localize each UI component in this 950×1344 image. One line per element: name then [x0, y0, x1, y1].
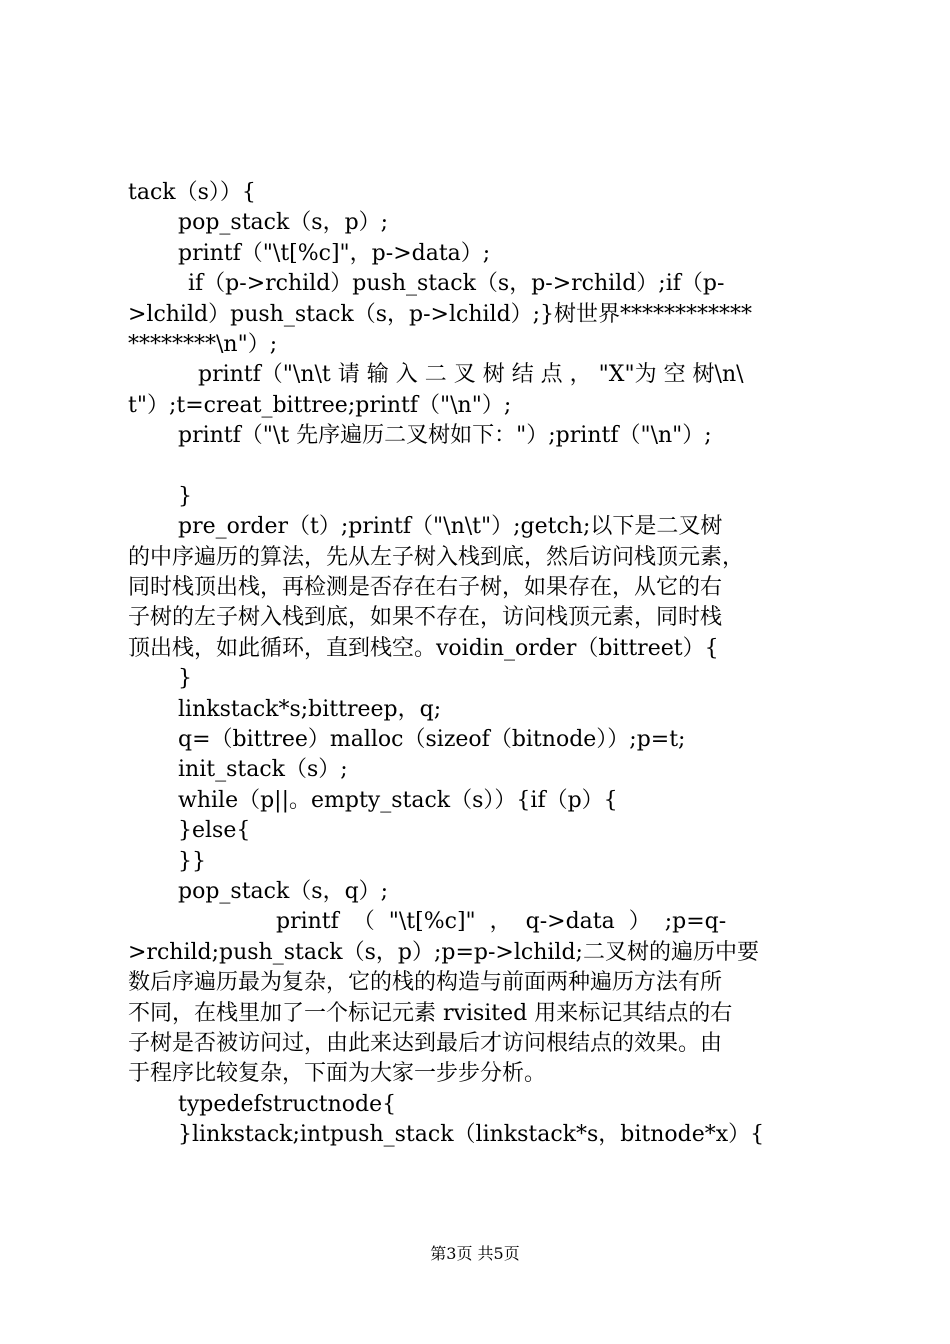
paragraph-line: 不同，在栈里加了一个标记元素 rvisited 用来标记其结点的右: [128, 1000, 733, 1026]
code-line: if（p->rchild）push_stack（s，p->rchild）;if（p-: [188, 271, 725, 297]
paragraph-line: 于程序比较复杂，下面为大家一步步分析。: [128, 1061, 547, 1087]
code-line: tack（s））{: [128, 180, 256, 205]
code-line: printf（"\t 先序遍历二叉树如下："）;printf（"\n"）;: [178, 423, 712, 449]
code-line: }linkstack;intpush_stack（linkstack*s，bitnode*x）{: [178, 1122, 765, 1148]
code-line: linkstack*s;bittreep，q;: [178, 696, 442, 722]
code-line: printf（"\t[%c]"，p->data）;: [178, 240, 491, 266]
code-line: }: [178, 483, 192, 509]
code-line: pre_order（t）;printf（"\n\t"）;getch;以下是二叉树: [178, 514, 723, 540]
paragraph-line: 数后序遍历最为复杂，它的栈的构造与前面两种遍历方法有所: [128, 970, 723, 996]
paragraph-line: 同时栈顶出栈，再检测是否存在右子树，如果存在，从它的右: [128, 575, 723, 601]
paragraph-line: 顶出栈，如此循环，直到栈空。voidin_order（bittreet）{: [128, 635, 719, 661]
code-line: >lchild）push_stack（s，p->lchild）;}树世界************: [128, 301, 753, 327]
code-line: }}: [178, 848, 206, 874]
document-body: [128, 178, 832, 1151]
code-line: pop_stack（s，q）;: [178, 878, 389, 904]
code-line: pop_stack（s，p）;: [178, 210, 389, 236]
paragraph-line: 子树的左子树入栈到底，如果不存在，访问栈顶元素，同时栈: [128, 605, 723, 631]
page-label: 第3页 共5页: [430, 1244, 520, 1263]
code-line: printf（"\n\t 请 输 入 二 叉 树 结 点 ， "X"为 空 树\n\: [198, 362, 744, 388]
paragraph-line: 子树是否被访问过，由此来达到最后才访问根结点的效果。由: [128, 1030, 723, 1056]
code-line: typedefstructnode{: [178, 1091, 397, 1117]
paragraph-line: >rchild;push_stack（s，p）;p=p->lchild;二叉树的遍历中要: [128, 939, 759, 965]
code-line: printf （ "\t[%c]" ， q->data ） ;p=q-: [276, 909, 727, 935]
code-line: }else{: [178, 818, 251, 844]
page-number-footer: [0, 1244, 950, 1264]
blank-line: [128, 452, 832, 482]
code-line: q=（bittree）malloc（sizeof（bitnode））;p=t;: [178, 727, 686, 753]
paragraph-line: 的中序遍历的算法，先从左子树入栈到底，然后访问栈顶元素，: [128, 544, 745, 570]
code-line: }: [178, 666, 192, 692]
code-line: ********\n"）;: [128, 331, 278, 357]
code-line: t"）;t=creat_bittree;printf（"\n"）;: [128, 392, 512, 418]
code-line: init_stack（s）;: [178, 757, 348, 783]
code-line: while（p||。empty_stack（s））{if（p）{: [178, 787, 618, 813]
